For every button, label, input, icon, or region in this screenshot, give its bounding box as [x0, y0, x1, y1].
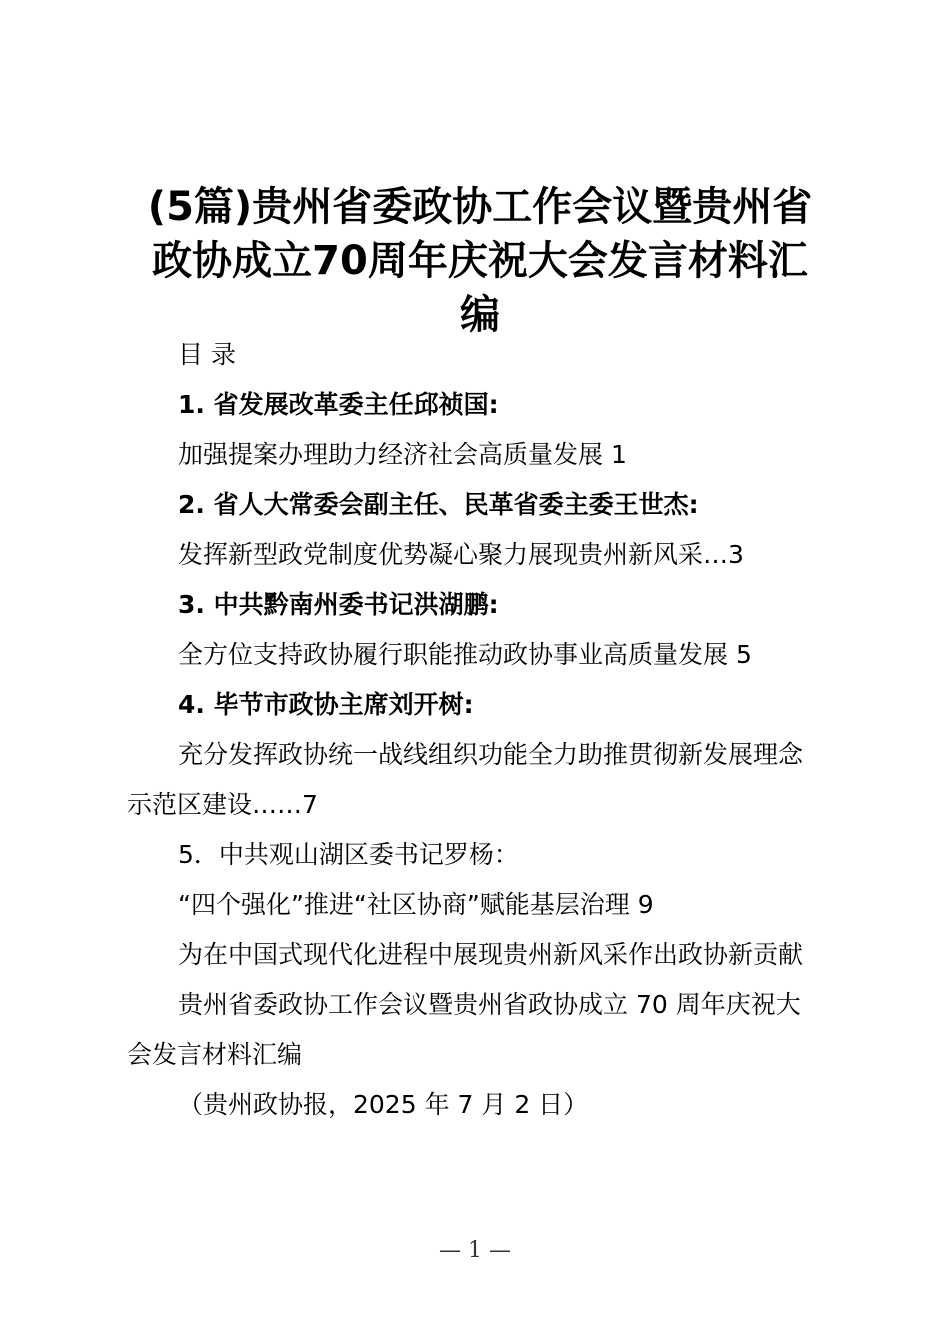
toc-item-4-topic-line2: 示范区建设……7 [127, 790, 318, 819]
article-subtitle-line2: 会发言材料汇编 [127, 1040, 303, 1069]
toc-item-1-topic: 加强提案办理助力经济社会高质量发展 1 [178, 440, 627, 469]
toc-item-4-topic-line1: 充分发挥政协统一战线组织功能全力助推贯彻新发展理念 [178, 740, 804, 769]
toc-item-3-speaker: 3. 中共黔南州委书记洪湖鹏: [178, 590, 499, 619]
article-subtitle-line1: 贵州省委政协工作会议暨贵州省政协成立 70 周年庆祝大 [178, 990, 801, 1019]
toc-heading: 目 录 [178, 340, 236, 369]
toc-item-2-topic: 发挥新型政党制度优势凝心聚力展现贵州新风采…3 [178, 540, 744, 569]
toc-item-2-speaker: 2. 省人大常委会副主任、民革省委主委王世杰: [178, 490, 699, 519]
page-number: — 1 — [439, 1238, 511, 1263]
toc-item-3-topic: 全方位支持政协履行职能推动政协事业高质量发展 5 [178, 640, 752, 669]
article-source: （贵州政协报，2025 年 7 月 2 日） [178, 1090, 589, 1119]
toc-item-1-speaker: 1. 省发展改革委主任邱祯国: [178, 390, 499, 419]
title-line-2: 政协成立70周年庆祝大会发言材料汇 [152, 238, 808, 284]
title-line-1: (5篇)贵州省委政协工作会议暨贵州省 [147, 184, 813, 230]
document-title [120, 180, 840, 342]
article-headline: 为在中国式现代化进程中展现贵州新风采作出政协新贡献 [178, 940, 804, 969]
toc-item-5-topic: “四个强化”推进“社区协商”赋能基层治理 9 [178, 890, 654, 919]
toc-item-4-speaker: 4. 毕节市政协主席刘开树: [178, 690, 474, 719]
title-line-3: 编 [460, 292, 500, 338]
toc-item-5-speaker: 5．中共观山湖区委书记罗杨： [178, 840, 519, 869]
